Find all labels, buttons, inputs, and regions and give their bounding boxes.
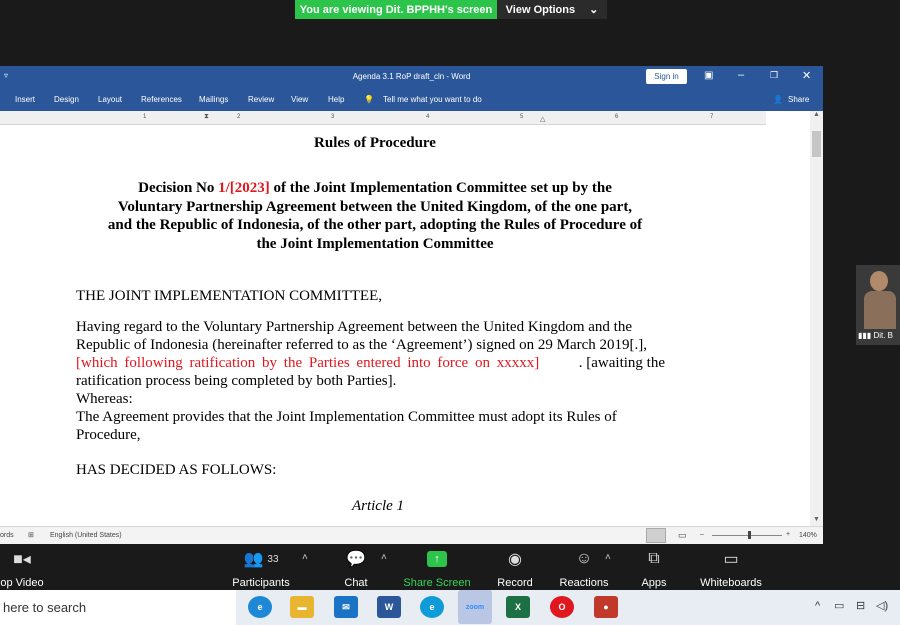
stop-video-label: op Video: [0, 577, 44, 589]
tab-layout[interactable]: Layout: [98, 95, 123, 104]
taskbar-search-input[interactable]: here to search: [0, 590, 236, 625]
view-options-label: View Options: [505, 3, 576, 16]
video-camera-icon: ■◂: [13, 551, 31, 568]
title-bar: [0, 66, 823, 87]
word-window: [0, 66, 823, 544]
excel-icon[interactable]: X: [506, 596, 530, 618]
ruler-mark: 2: [237, 114, 241, 120]
chat-button[interactable]: [336, 548, 376, 589]
file-explorer-icon[interactable]: ▬: [290, 596, 314, 618]
chat-caret-icon[interactable]: ˄: [381, 552, 387, 563]
decision-line-3: and the Republic of Indonesia, of the other part, adopting the Rules of Procedure of: [107, 217, 643, 233]
tab-review[interactable]: Review: [248, 95, 275, 104]
stop-video-button[interactable]: [0, 548, 44, 589]
print-layout-button[interactable]: [646, 528, 666, 543]
decided-heading: HAS DECIDED AS FOLLOWS:: [76, 462, 277, 478]
decision-title: [0, 179, 750, 253]
record-icon: ◉: [508, 551, 522, 568]
ruler-mark: 7: [710, 114, 714, 120]
scroll-down-icon[interactable]: ▼: [813, 516, 820, 523]
ruler-mark: 5: [520, 114, 524, 120]
edge-alt-icon[interactable]: e: [420, 596, 444, 618]
recital-line: . [awaiting the: [578, 355, 665, 371]
decision-prefix: Decision No: [138, 180, 219, 196]
participant-body: [864, 291, 896, 329]
recital-line: ratification process being completed by both Parties].: [76, 373, 397, 389]
tab-mailings[interactable]: Mailings: [199, 95, 229, 104]
status-bar: [0, 526, 823, 544]
tab-design[interactable]: Design: [54, 95, 79, 104]
chat-label: Chat: [344, 577, 368, 589]
avatar: [870, 271, 888, 291]
zoom-level[interactable]: 140%: [799, 532, 817, 539]
document-page[interactable]: [0, 125, 766, 526]
viewing-label: You are viewing Dit. BPPHH's screen: [295, 0, 497, 19]
ribbon-display-icon[interactable]: ▣: [704, 70, 714, 81]
signal-icon: ▮▮▮: [858, 331, 872, 340]
opera-icon[interactable]: O: [550, 596, 574, 618]
apps-button[interactable]: [636, 548, 672, 589]
participants-button[interactable]: [226, 548, 296, 589]
zoom-in-icon[interactable]: +: [786, 531, 791, 538]
ruler-mark: 6: [615, 114, 619, 120]
participants-label: Participants: [232, 577, 290, 589]
whiteboards-button[interactable]: [695, 548, 767, 589]
recital-line: Republic of Indonesia (hereinafter referred to as the ‘Agreement’) signed on 29 March 2019[.],: [76, 337, 648, 353]
tell-me-box[interactable]: Tell me what you want to do: [383, 95, 482, 104]
zoom-out-icon[interactable]: –: [700, 531, 704, 538]
committee-heading: THE JOINT IMPLEMENTATION COMMITTEE,: [76, 288, 382, 304]
tab-view[interactable]: View: [291, 95, 309, 104]
participants-icon: 👥: [243, 551, 264, 568]
quick-access-chevron-icon[interactable]: ▿: [4, 71, 9, 80]
zoom-slider[interactable]: [712, 535, 782, 536]
proofing-icon[interactable]: ⊞: [28, 532, 34, 539]
scroll-thumb[interactable]: [812, 131, 821, 157]
meeting-toolbar: [0, 544, 900, 590]
record-button[interactable]: [492, 548, 538, 589]
close-icon[interactable]: ✕: [802, 70, 812, 82]
ruler-mark: 4: [426, 114, 430, 120]
participant-name: Dit. B: [873, 331, 894, 340]
share-button[interactable]: Share: [788, 95, 810, 104]
decision-number: 1/[2023]: [218, 180, 270, 196]
screen-share-banner: [295, 0, 607, 19]
recital-paragraph: [76, 318, 665, 444]
share-screen-label: Share Screen: [403, 577, 471, 589]
word-count[interactable]: ords: [0, 532, 14, 539]
participants-caret-icon[interactable]: ˄: [302, 552, 308, 563]
record-label: Record: [497, 577, 533, 589]
indent-marker-icon[interactable]: ⧗: [204, 113, 209, 120]
ruler-mark: 3: [331, 114, 335, 120]
decision-line-2: Voluntary Partnership Agreement between the United Kingdom, of the one part,: [117, 198, 633, 215]
share-screen-button[interactable]: [403, 548, 471, 589]
network-icon[interactable]: ▭: [834, 600, 845, 612]
windows-taskbar: [0, 590, 900, 625]
decision-line-4: the Joint Implementation Committee: [256, 235, 494, 252]
horizontal-ruler[interactable]: [0, 111, 766, 125]
ruler-mark: 1: [143, 114, 147, 120]
scroll-up-icon[interactable]: ▲: [813, 111, 820, 118]
recital-red-text: [which following ratification by the Parties entered into force on xxxxx]: [76, 355, 540, 371]
edge-icon[interactable]: e: [248, 596, 272, 618]
view-options-button[interactable]: [497, 0, 607, 19]
document-title: Agenda 3.1 RoP draft_cln - Word: [352, 72, 471, 81]
agreement-line: Procedure,: [76, 427, 141, 443]
reactions-icon: ☺: [575, 550, 593, 567]
reactions-caret-icon[interactable]: ˄: [605, 552, 611, 563]
person-icon: 👤: [773, 95, 783, 104]
zoom-app-icon[interactable]: zoom: [458, 590, 492, 624]
lightbulb-icon: 💡: [364, 95, 374, 104]
apps-label: Apps: [641, 577, 667, 589]
right-indent-marker-icon[interactable]: △: [540, 116, 546, 123]
chat-icon: 💬: [346, 551, 366, 568]
page-title: Rules of Procedure: [314, 135, 436, 151]
ribbon-tabs: [0, 87, 823, 111]
minimize-icon[interactable]: –: [738, 69, 745, 81]
apps-icon: ⧉: [648, 550, 660, 567]
participant-video-tile[interactable]: [856, 265, 900, 345]
volume-icon[interactable]: ◁): [876, 600, 889, 612]
app-icon[interactable]: ●: [594, 596, 618, 618]
share-screen-icon: ↑: [427, 551, 447, 567]
whiteboards-label: Whiteboards: [700, 577, 762, 589]
mail-icon[interactable]: ✉: [334, 596, 358, 618]
tab-references[interactable]: References: [141, 95, 182, 104]
sign-in-button[interactable]: Sign in: [646, 69, 687, 84]
restore-icon[interactable]: ❐: [770, 70, 779, 80]
participants-count: 33: [267, 553, 279, 565]
agreement-line: The Agreement provides that the Joint Implementation Committee must adopt its Rules of: [76, 409, 617, 425]
web-layout-icon[interactable]: ▭: [678, 530, 687, 540]
article-heading: Article 1: [351, 498, 405, 514]
language-indicator[interactable]: English (United States): [50, 532, 122, 539]
chevron-down-icon: ⌄: [589, 4, 599, 16]
tab-insert[interactable]: Insert: [15, 95, 36, 104]
decision-line-1: of the Joint Implementation Committee set up by the: [269, 180, 612, 196]
whereas-label: Whereas:: [76, 391, 133, 407]
whiteboard-icon: ▭: [723, 551, 739, 568]
vertical-scrollbar[interactable]: [810, 111, 823, 526]
reactions-button[interactable]: [556, 548, 612, 589]
recital-line: Having regard to the Voluntary Partnership Agreement between the United Kingdom and the: [76, 319, 632, 335]
reactions-label: Reactions: [559, 577, 609, 589]
tab-help[interactable]: Help: [328, 95, 345, 104]
display-icon[interactable]: ⊟: [856, 600, 866, 612]
zoom-slider-thumb[interactable]: [748, 531, 751, 539]
word-icon[interactable]: W: [377, 596, 401, 618]
tray-caret-icon[interactable]: ^: [815, 600, 821, 612]
